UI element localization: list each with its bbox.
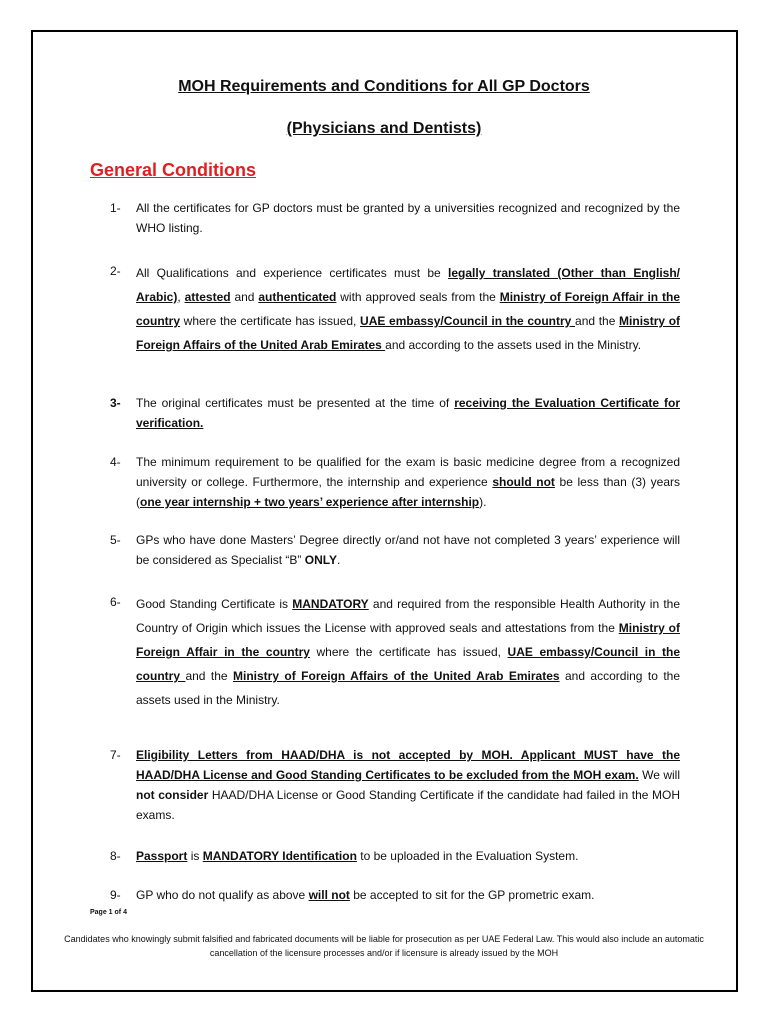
section-heading: General Conditions — [90, 160, 257, 180]
item-number: 7- — [110, 748, 121, 762]
item-number: 9- — [110, 888, 121, 902]
page-number: Page 1 of 4 — [90, 909, 127, 916]
item-text: GPs who have done Masters’ Degree directly or/and not have not completed 3 years’ experience will be considered as Specialist “B” ONLY. — [136, 533, 680, 567]
list-item — [110, 393, 680, 433]
document-subtitle: (Physicians and Dentists) — [286, 120, 482, 137]
list-item — [110, 745, 680, 825]
list-item — [110, 592, 680, 712]
item-number: 6- — [110, 595, 121, 609]
item-number: 1- — [110, 201, 121, 215]
list-item — [110, 198, 680, 238]
item-text: Eligibility Letters from HAAD/DHA is not accepted by MOH. Applicant MUST have the HAAD/DHA License and Good Standing Certificates to be excluded from the MOH exam. We will not consider HAAD/DHA License or Good Standing Certificate if the candidate had failed in the MOH exams. — [136, 748, 680, 822]
document-title: MOH Requirements and Conditions for All GP Doctors — [178, 78, 590, 95]
item-text: Passport is MANDATORY Identification to be uploaded in the Evaluation System. — [136, 849, 579, 863]
list-item — [110, 530, 680, 570]
item-text: The minimum requirement to be qualified for the exam is basic medicine degree from a recognized university or college. Furthermore, the internship and experience should not be less than (3) years (one year internship + two years’ experience after internship). — [136, 455, 680, 509]
list-item — [110, 885, 680, 905]
item-text: Good Standing Certificate is MANDATORY and required from the responsible Health Authority in the Country of Origin which issues the License with approved seals and attestations from the Ministry of Foreign Affair in the country where the certificate has issued, UAE embassy/Council in the country and the Ministry of Foreign Affairs of the United Arab Emirates and according to the assets used in the Ministry. — [136, 597, 681, 707]
footer-disclaimer: Candidates who knowingly submit falsified and fabricated documents will be liable for prosecution as per UAE Federal Law. This would also include an automatic cancellation of the licensure processes and/or if licensure is already issued by the MOH — [64, 934, 704, 958]
item-number: 2- — [110, 264, 121, 278]
item-number: 4- — [110, 455, 121, 469]
item-text: All the certificates for GP doctors must be granted by a universities recognized and recognized by the WHO listing. — [136, 201, 680, 235]
item-text: All Qualifications and experience certificates must be legally translated (Other than English/ Arabic), attested and authenticated with approved seals from the Ministry of Foreign Affair in the country where the certificate has issued, UAE embassy/Council in the country and the Ministry of Foreign Affairs of the United Arab Emirates and according to the assets used in the Ministry. — [136, 266, 681, 352]
list-item — [110, 261, 680, 357]
item-number: 3- — [110, 396, 121, 410]
list-item — [110, 452, 680, 512]
item-text: The original certificates must be presented at the time of receiving the Evaluation Certificate for verification. — [136, 396, 680, 430]
item-number: 5- — [110, 533, 121, 547]
item-number: 8- — [110, 849, 121, 863]
list-item — [110, 846, 680, 866]
item-text: GP who do not qualify as above will not be accepted to sit for the GP prometric exam. — [136, 888, 595, 902]
